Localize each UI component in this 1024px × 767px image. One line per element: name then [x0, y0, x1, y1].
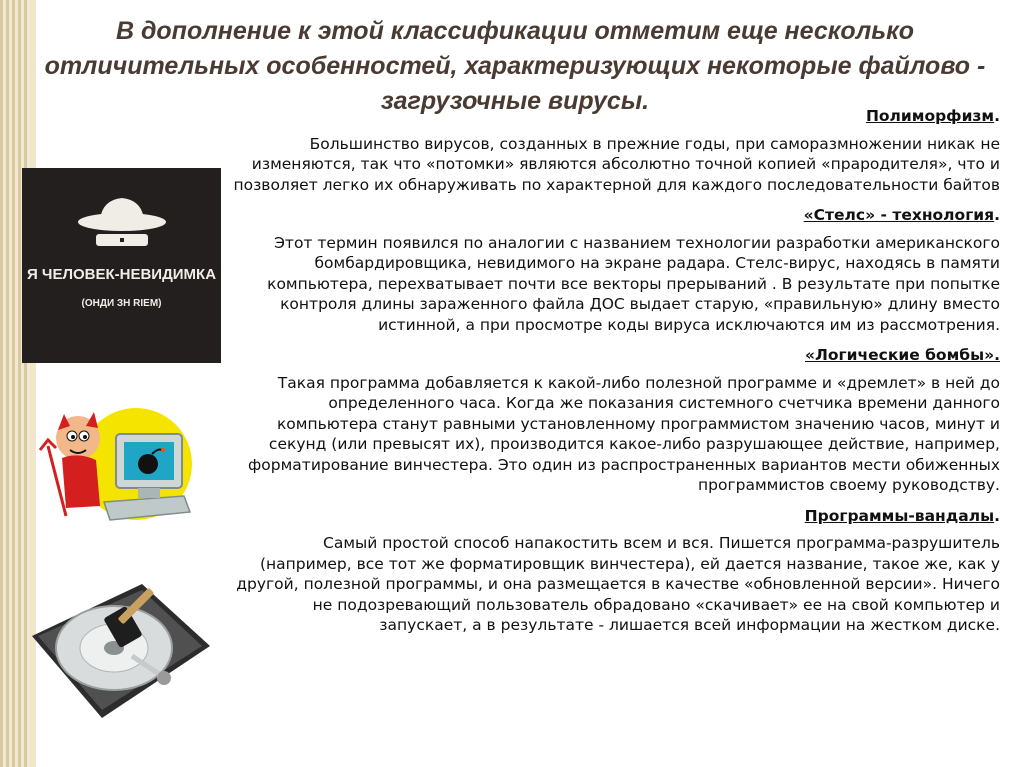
section-heading-vandals: Программы-вандалы. [804, 506, 1000, 525]
section-text-polymorphism: Большинство вирусов, созданных в прежние годы, при саморазмножении никак не изменяются, так что «потомки» являются абсолютно точной копией «прародителя», что и позволяет легко их обнаруживать по характерной для каждого последовательности байтов [233, 134, 1000, 194]
section-heading-stealth: «Стелс» - технология. [803, 206, 1000, 224]
section-text-stealth: Этот термин появился по аналогии с названием технологии разработки американского бомбардировщика, невидимого на экране радара. Стелс-вирус, находясь в памяти компьютера, перехватывает почти все векторы прерываний . В результате при попытке контроля длины зараженного файла ДОС выдает старую, «правильную» длину вместо истинной, а при просмотре коды вируса исключаются им из рассмотрения. [267, 233, 1000, 334]
invisible-man-image [22, 168, 221, 363]
devil-computer-image [26, 396, 196, 546]
section-text-vandals: Самый простой способ напакостить всем и вся. Пишется программа-разрушитель (например, все тот же форматировщик винчестера), ей дается название, такое же, как у другой, полезной программы, и она размещается в качестве «обновленной версии». Ничего не подозревающий пользователь обрадовано «скачивает» ее на свой компьютер и запускает, а в результате - лишается всей информации на жестком диске. [236, 534, 1000, 634]
section-heading-polymorphism: Полиморфизм. [865, 107, 1000, 125]
invisible-man-subcaption: (ОНДИ ЗН RIEM) [81, 298, 162, 309]
section-text-logic-bombs: Такая программа добавляется к какой-либо полезной программе и «дремлет» в ней до определенного часа. Когда же показания системного счетчика времени данного компьютера станут равными установленному программистом значению часов, минут и секунд (или превысят их), производится какое-либо разрушающее действие, например, форматирование винчестера. Это один из распространенных вариантов мести обиженных программистов своему руководству. [248, 373, 1000, 494]
devil-bomb-icon [26, 396, 196, 546]
slide-title: В дополнение к этой классификации отметим еще несколько отличительных особенностей, характеризующих некоторые файлово - загрузочные вирусы. [44, 17, 986, 115]
hard-disk-hammer-icon [22, 576, 212, 731]
hard-disk-image [22, 576, 212, 731]
invisible-man-caption: Я ЧЕЛОВЕК-НЕВИДИМКА [26, 266, 217, 283]
section-heading-logic-bombs: «Логические бомбы». [804, 346, 1000, 364]
content-column [228, 106, 1000, 646]
